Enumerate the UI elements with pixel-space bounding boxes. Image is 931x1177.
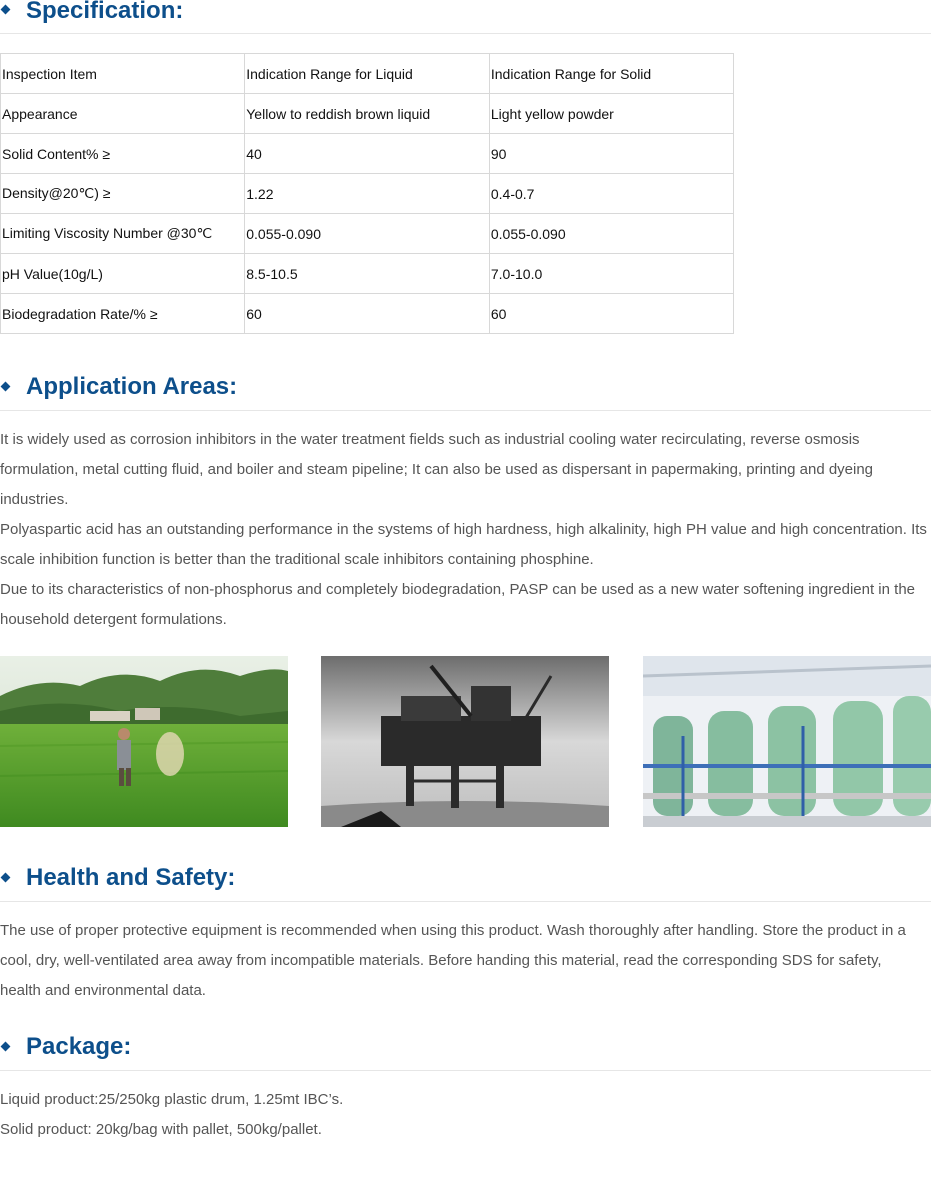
section-title-package: Package: [26, 1033, 132, 1060]
table-row [1, 254, 734, 294]
specification-table [0, 53, 734, 334]
table-cell: 60 [489, 294, 733, 334]
table-cell: 0.055-0.090 [245, 214, 490, 254]
table-cell: 1.22 [245, 174, 490, 214]
table-cell: 0.055-0.090 [489, 214, 733, 254]
application-paragraph: It is widely used as corrosion inhibitors in the water treatment fields such as industrial cooling water recirculating, reverse osmosis formulation, metal cutting fluid, and boiler and steam pipeline; It can also be used as dispersant in papermaking, printing and dyeing industries. [0, 431, 874, 508]
rice-field-photo [0, 656, 288, 827]
health-description [0, 916, 925, 1006]
table-header-cell: Inspection Item [1, 54, 245, 94]
health-header [0, 861, 931, 902]
health-paragraph: The use of proper protective equipment is recommended when using this product. Wash thoroughly after handling. Store the product in a cool, dry, well-ventilated area away from incompatible materials. Before handing this material, read the corresponding SDS for safety, health and environmental data. [0, 922, 906, 999]
package-line: Liquid product:25/250kg plastic drum, 1.25mt IBC’s. [0, 1091, 344, 1108]
table-cell: Limiting Viscosity Number @30℃ [1, 214, 245, 254]
table-row [1, 214, 734, 254]
table-cell: Yellow to reddish brown liquid [245, 94, 490, 134]
diamond-bullet-icon [1, 873, 11, 883]
offshore-platform-photo [321, 656, 609, 827]
section-title-specification: Specification: [26, 0, 184, 24]
table-cell: pH Value(10g/L) [1, 254, 245, 294]
table-cell: Light yellow powder [489, 94, 733, 134]
table-cell: Density@20℃) ≥ [1, 174, 245, 214]
table-header-cell: Indication Range for Solid [489, 54, 733, 94]
package-description [0, 1085, 931, 1145]
table-cell: 0.4-0.7 [489, 174, 733, 214]
application-paragraph: Due to its characteristics of non-phosphorus and completely biodegradation, PASP can be used as a new water softening ingredient in the household detergent formulations. [0, 581, 915, 628]
table-row [1, 134, 734, 174]
section-title-application: Application Areas: [26, 373, 238, 400]
table-row [1, 94, 734, 134]
table-header-row [1, 54, 734, 94]
diamond-bullet-icon [1, 5, 11, 15]
section-title-health: Health and Safety: [26, 864, 236, 891]
table-cell: Biodegradation Rate/% ≥ [1, 294, 245, 334]
table-cell: 7.0-10.0 [489, 254, 733, 294]
package-header [0, 1030, 931, 1071]
application-paragraph: Polyaspartic acid has an outstanding performance in the systems of high hardness, high alkalinity, high PH value and high concentration. Its scale inhibition function is better than the traditional scale inhibitors containing phosphine. [0, 521, 927, 568]
specification-header [0, 0, 931, 34]
table-cell: 8.5-10.5 [245, 254, 490, 294]
table-cell: 60 [245, 294, 490, 334]
table-cell: 90 [489, 134, 733, 174]
table-row [1, 294, 734, 334]
table-cell: Appearance [1, 94, 245, 134]
table-header-cell: Indication Range for Liquid [245, 54, 490, 94]
application-description [0, 425, 931, 635]
application-header [0, 370, 931, 411]
package-line: Solid product: 20kg/bag with pallet, 500kg/pallet. [0, 1121, 322, 1138]
table-cell: 40 [245, 134, 490, 174]
diamond-bullet-icon [1, 382, 11, 392]
diamond-bullet-icon [1, 1042, 11, 1052]
table-row [1, 174, 734, 214]
table-cell: Solid Content% ≥ [1, 134, 245, 174]
water-treatment-plant-photo [643, 656, 931, 827]
